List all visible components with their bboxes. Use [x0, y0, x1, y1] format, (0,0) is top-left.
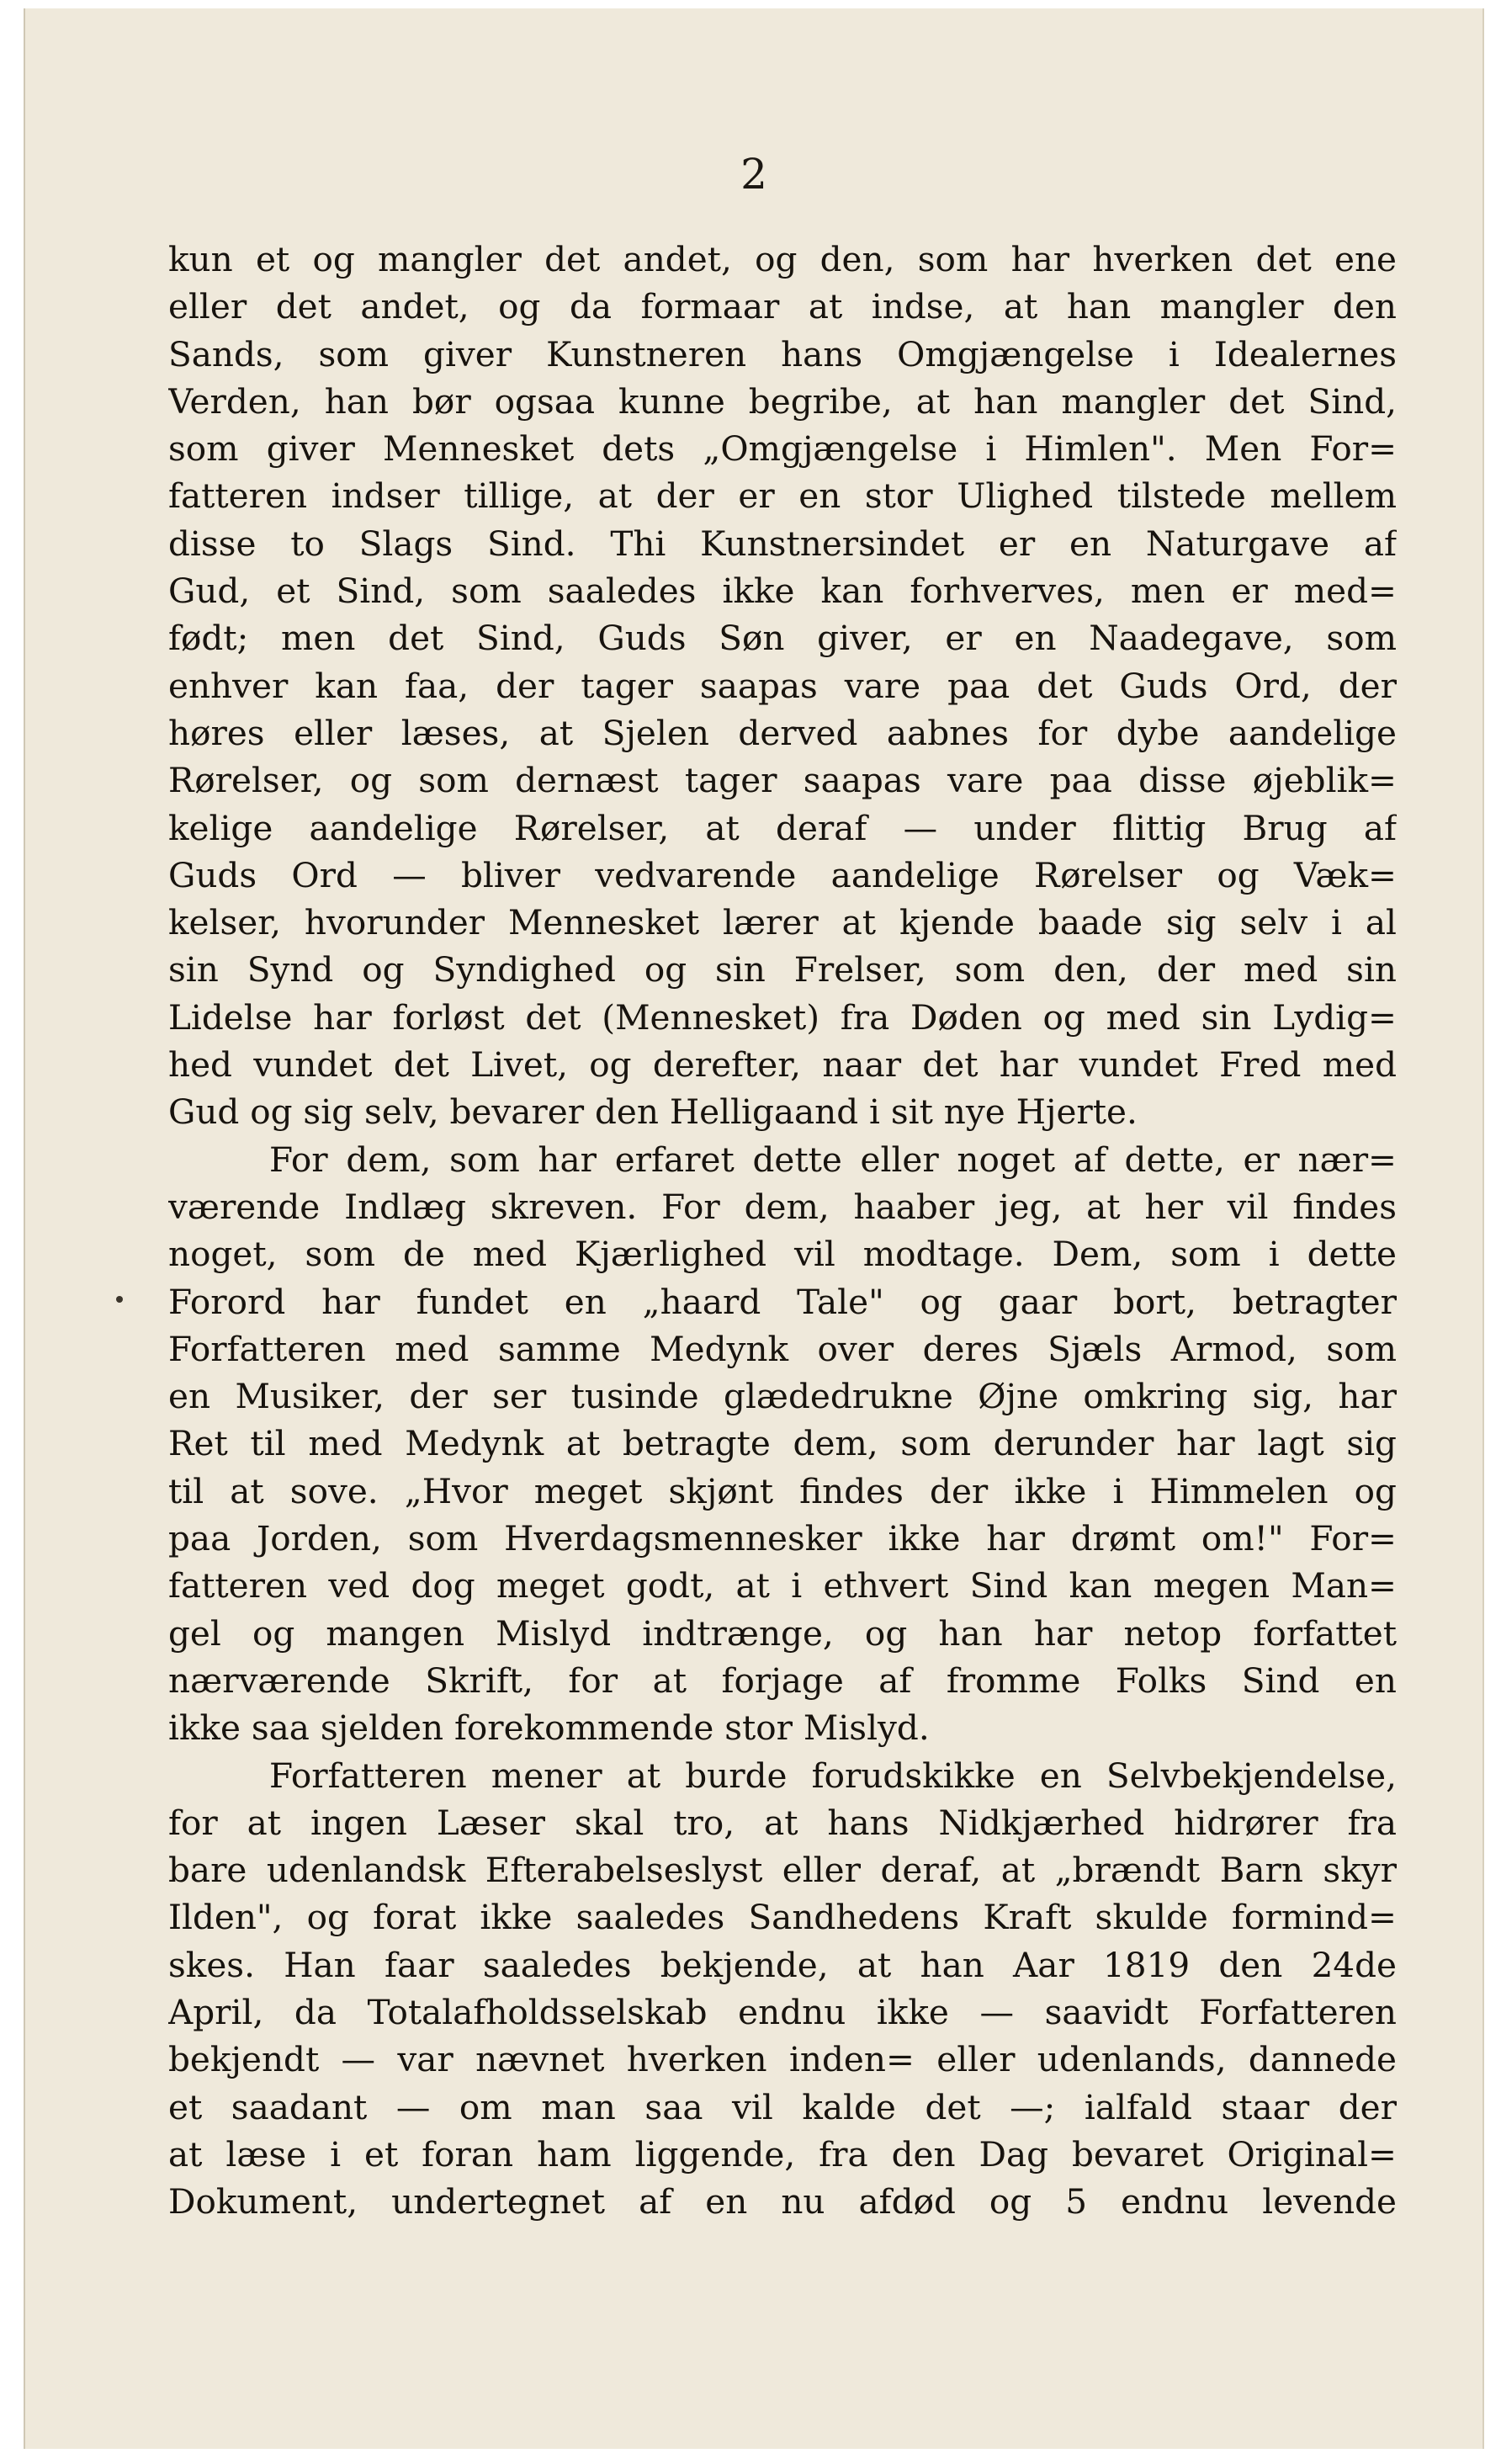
text-line: Forord har fundet en „haard Tale" og gaar bort, betragter — [168, 1281, 1397, 1322]
text-line: Forfatteren mener at burde forudskikke en Selvbekjendelse, — [269, 1755, 1397, 1796]
text-line: April, da Totalafholdsselskab endnu ikke — saavidt Forfatteren — [168, 1991, 1397, 2032]
text-line: eller det andet, og da formaar at indse, at han mangler den — [168, 286, 1397, 327]
text-line: værende Indlæg skreven. For dem, haaber jeg, at her vil findes — [168, 1186, 1397, 1227]
paragraph — [168, 1136, 1397, 1752]
paragraph — [168, 1752, 1397, 2226]
text-line: For dem, som har erfaret dette eller noget af dette, er nær= — [269, 1139, 1397, 1180]
text-line: bekjendt — var nævnet hverken inden= eller udenlands, dannede — [168, 2039, 1397, 2080]
text-line: Ilden", og forat ikke saaledes Sandhedens Kraft skulde formind= — [168, 1897, 1397, 1938]
text-line: kun et og mangler det andet, og den, som har hverken det ene — [168, 239, 1397, 279]
text-line: bare udenlandsk Efterabelseslyst eller deraf, at „brændt Barn skyr — [168, 1850, 1397, 1891]
page-number: 2 — [740, 150, 767, 199]
text-line: skes. Han faar saaledes bekjende, at han Aar 1819 den 24de — [168, 1944, 1397, 1985]
text-line: Guds Ord — bliver vedvarende aandelige Rørelser og Væk= — [168, 854, 1397, 895]
text-line: høres eller læses, at Sjelen derved aabnes for dybe aandelige — [168, 712, 1397, 753]
text-line: fatteren indser tillige, at der er en stor Ulighed tilstede mellem — [168, 475, 1397, 517]
text-line: en Musiker, der ser tusinde glædedrukne Øjne omkring sig, har — [168, 1376, 1397, 1417]
margin-mark — [116, 1296, 123, 1303]
text-line: noget, som de med Kjærlighed vil modtage. Dem, som i dette — [168, 1234, 1397, 1275]
paragraph — [168, 236, 1397, 1136]
text-line: Rørelser, og som dernæst tager saapas vare paa disse øjeblik= — [168, 760, 1397, 801]
text-line: kelige aandelige Rørelser, at deraf — under flittig Brug af — [168, 807, 1397, 848]
text-line: nærværende Skrift, for at forjage af fromme Folks Sind en — [168, 1659, 1397, 1701]
text-line: paa Jorden, som Hverdagsmennesker ikke har drømt om!" For= — [168, 1518, 1397, 1559]
text-line: for at ingen Læser skal tro, at hans Nidkjærhed hidrører fra — [168, 1802, 1397, 1843]
text-line: Ret til med Medynk at betragte dem, som derunder har lagt sig — [168, 1423, 1397, 1464]
text-line: fatteren ved dog meget godt, at i ethvert Sind kan megen Man= — [168, 1565, 1397, 1606]
text-line: Sands, som giver Kunstneren hans Omgjængelse i Idealernes — [168, 333, 1397, 374]
text-line: Verden, han bør ogsaa kunne begribe, at han mangler det Sind, — [168, 380, 1397, 422]
text-line: gel og mangen Mislyd indtrænge, og han har netop forfattet — [168, 1612, 1397, 1654]
text-line: Lidelse har forløst det (Mennesket) fra Døden og med sin Lydig= — [168, 996, 1397, 1038]
text-line: født; men det Sind, Guds Søn giver, er en Naadegave, som — [168, 618, 1397, 659]
text-line: hed vundet det Livet, og derefter, naar det har vundet Fred med — [168, 1044, 1397, 1086]
text-line: til at sove. „Hvor meget skjønt findes der ikke i Himmelen og — [168, 1470, 1397, 1511]
text-line: disse to Slags Sind. Thi Kunstnersindet er en Naturgave af — [168, 523, 1397, 564]
text-line: Forfatteren med samme Medynk over deres Sjæls Armod, som — [168, 1328, 1397, 1369]
text-line: at læse i et foran ham liggende, fra den Dag bevaret Original= — [168, 2133, 1397, 2175]
text-line: enhver kan faa, der tager saapas vare paa det Guds Ord, der — [168, 665, 1397, 706]
text-line: et saadant — om man saa vil kalde det —; ialfald staar der — [168, 2086, 1397, 2127]
book-page — [24, 8, 1484, 2449]
text-line: kelser, hvorunder Mennesket lærer at kjende baade sig selv i al — [168, 902, 1397, 943]
body-text — [168, 236, 1397, 2225]
text-line: som giver Mennesket dets „Omgjængelse i Himlen". Men For= — [168, 428, 1397, 470]
text-line: ikke saa sjelden forekommende stor Mislyd. — [168, 1707, 930, 1749]
text-line: Gud, et Sind, som saaledes ikke kan forhverves, men er med= — [168, 571, 1397, 612]
text-line: sin Synd og Syndighed og sin Frelser, som den, der med sin — [168, 949, 1397, 990]
text-line: Dokument, undertegnet af en nu afdød og 5 endnu levende — [168, 2181, 1397, 2222]
text-line: Gud og sig selv, bevarer den Helligaand i sit nye Hjerte. — [168, 1091, 1138, 1133]
